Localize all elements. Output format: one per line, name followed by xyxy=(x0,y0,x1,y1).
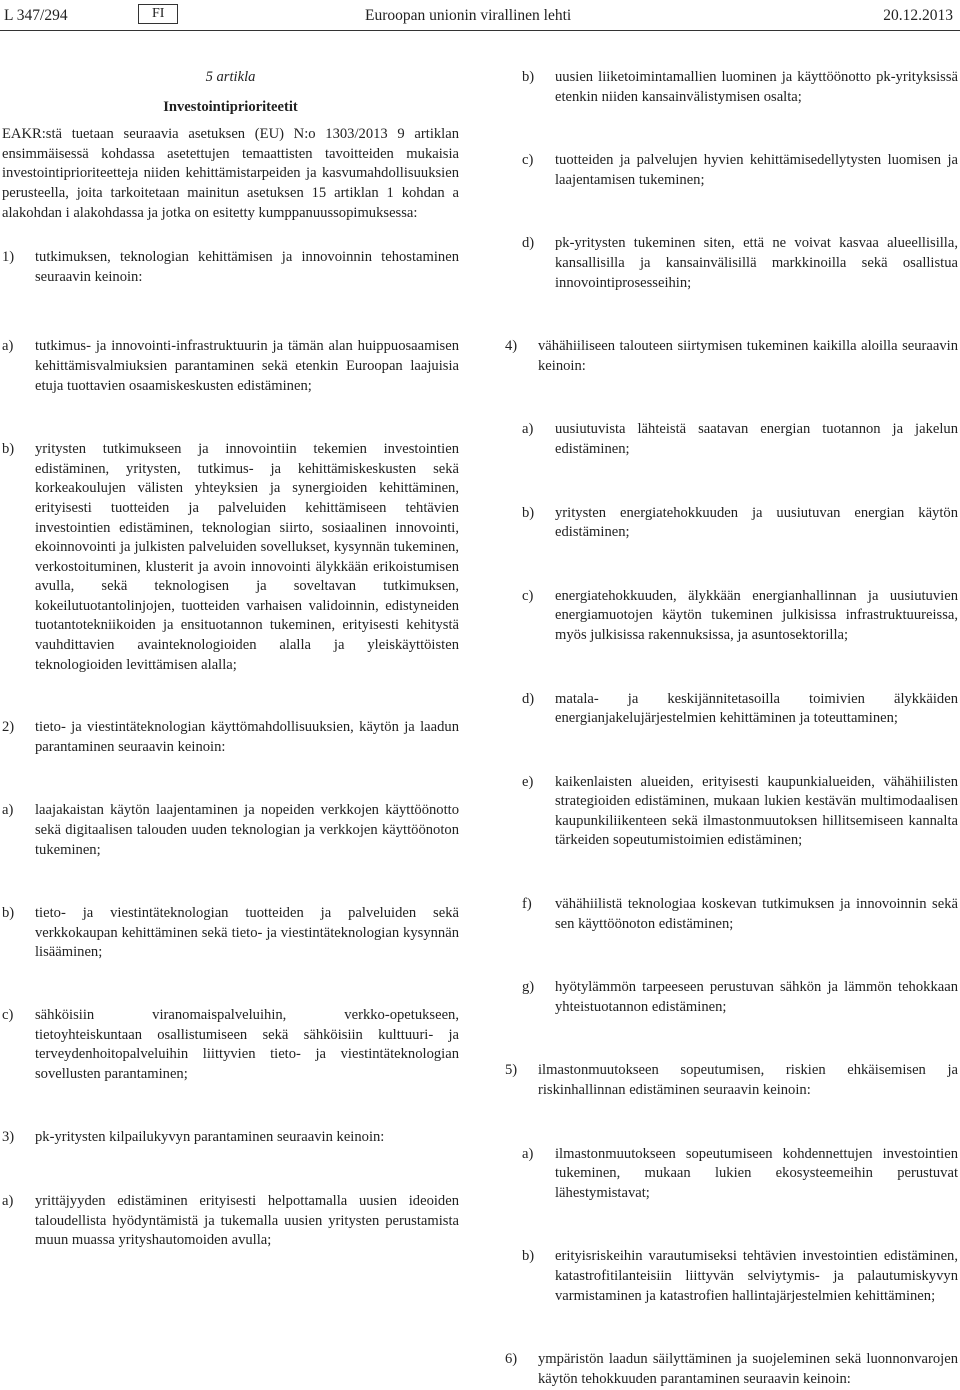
item-text: matala- ja keskijännitetasoilla toimivien älykkäiden energianjakelujärjestelmien kehittäminen ja toteuttaminen; xyxy=(555,690,958,727)
article-intro: EAKR:stä tuetaan seuraavia asetuksen (EU) N:o 1303/2013 9 artiklan ensimmäisessä kohdassa asetettujen temaattisten tavoitteiden mukaisia investointiprioriteetteja niiden kehittämistarpeiden ja kasvumahdollisuuksien perusteella, joita tarkoitetaan mainitun asetuksen 15 artiklan 1 kohdan a alakohdan i alakohdassa ja jotka on esitetty kumppanuussopimuksessa: xyxy=(2,126,459,221)
item-label: a) xyxy=(2,802,14,819)
item-text: uusien liiketoimintamallien luominen ja käyttöönotto pk-yrityksissä etenkin niiden kansainvälistymisen osalta; xyxy=(555,69,958,105)
item-text: tieto- ja viestintäteknologian tuotteiden ja palveluiden sekä verkkokaupan kehittäminen sekä tieto- ja viestintäteknologian kysynnän lisääminen; xyxy=(35,905,459,961)
list-item xyxy=(2,1192,459,1251)
item-text: yrittäjyyden edistäminen erityisesti helpottamalla uusien ideoiden taloudellista hyödyntämistä ja tukemalla uusien yritysten perustamista muun muassa yrityshautomoiden avulla; xyxy=(35,1192,459,1249)
item-text: ympäristön laadun säilyttäminen ja suojeleminen sekä luonnonvarojen käytön tehokkuuden parantaminen seuraavin keinoin: xyxy=(538,1351,958,1387)
item-label: g) xyxy=(522,979,535,996)
list-item xyxy=(505,234,958,293)
item-text: kaikenlaisten alueiden, erityisesti kaupunkialueiden, vähähiilisten strategioiden edistäminen, mukaan lukien kestävän multimodaalisen kaupunkiliikenteen sekä ilmastonmuutoksen hillitsemiseen kannalta tärkeiden sopeutumistoimien edistäminen; xyxy=(555,773,958,849)
item-label: c) xyxy=(522,152,534,169)
list-item xyxy=(505,504,958,543)
item-text: tutkimuksen, teknologian kehittämisen ja innovoinnin tehostaminen seuraavin keinoin: xyxy=(35,249,459,285)
list-item xyxy=(505,420,958,459)
list-item xyxy=(505,337,958,376)
list-item xyxy=(2,337,459,396)
item-text: yritysten energiatehokkuuden ja uusiutuvan energian käytön edistäminen; xyxy=(555,504,958,541)
item-label: f) xyxy=(522,896,532,913)
item-text: laajakaistan käytön laajentaminen ja nopeiden verkkojen käyttöönotto sekä digitaalisen talouden uuden teknologian ja verkkojen käyttöönoton tukeminen; xyxy=(35,802,459,858)
list-item xyxy=(2,904,459,963)
list-item xyxy=(505,895,958,934)
item-text: energiatehokkuuden, älykkään energianhallinnan ja uusiutuvien energiamuotojen käytön tukeminen julkisissa infrastruktuureissa, myös julkisissa rakennuksissa, ja asuntosektorilla; xyxy=(555,587,958,643)
item-label: a) xyxy=(2,1192,14,1209)
list-item xyxy=(505,587,958,646)
item-label: 1) xyxy=(2,249,15,266)
item-label: 6) xyxy=(505,1351,518,1368)
item-text: hyötylämmön tarpeeseen perustuvan sähkön ja lämmön tehokkaan yhteistuotannon edistäminen; xyxy=(555,979,958,1015)
list-item xyxy=(505,1061,958,1100)
article-title: Investointiprioriteetit xyxy=(163,98,298,115)
journal-title: Euroopan unionin virallinen lehti xyxy=(365,7,572,24)
list-item xyxy=(505,1247,958,1306)
item-label: d) xyxy=(522,235,535,252)
item-label: b) xyxy=(522,504,535,521)
item-label: b) xyxy=(522,1248,535,1265)
list-item xyxy=(505,773,958,851)
item-text: yritysten tutkimukseen ja innovointiin tekemien investointien edistäminen, yritysten, tutkimus- ja kehittämiskeskusten sekä korkeakoulujen välisten yhteyksien ja synergioiden kehittäminen, erityisesti tuotteiden ja palveluiden kehittämiseen tehtävien investointien edistäminen, teknologian siirto, sosiaalinen innovointi, ekoinnovointi ja julkisten palveluiden sovellukset, kysynnän tukeminen, verkostoituminen, klusterit ja avoin innovointi älykkään erikoistumisen avulla, sekä teknologisen ja soveltavan tutkimuksen, kokeilutuotantolinjojen, tuotteiden varhaisen validoinnin, edistyneiden tuotantotekniikoiden ja ensituotannon tukeminen, erityisesti kehitystä vauhdittavien avainteknologioiden alalla ja yleiskäyttöisten teknologioiden levittämisen alalla; xyxy=(35,441,459,673)
right-column xyxy=(505,68,958,1389)
item-text: ilmastonmuutokseen sopeutumiseen kohdennettujen investointien tukeminen, mukaan lukien ekosysteemeihin perustuvat lähestymistavat; xyxy=(555,1145,958,1201)
list-item xyxy=(2,248,459,287)
list-item xyxy=(2,440,459,675)
item-label: b) xyxy=(2,441,15,458)
item-label: a) xyxy=(2,338,14,355)
item-label: b) xyxy=(522,69,535,85)
list-item xyxy=(505,151,958,190)
list-item xyxy=(2,718,459,757)
item-text: pk-yritysten tukeminen siten, että ne voivat kasvaa alueellisilla, kansallisilla ja kansainvälisillä markkinoilla sekä osallistua innovointiprosesseihin; xyxy=(555,235,958,291)
item-text: uusiutuvista lähteistä saatavan energian tuotannon ja jakelun edistäminen; xyxy=(555,421,958,457)
article-number: 5 artikla xyxy=(205,69,256,85)
journal-series: L 347/294 xyxy=(4,7,68,24)
language-badge: FI xyxy=(138,4,178,24)
item-label: c) xyxy=(522,587,534,604)
item-text: ilmastonmuutokseen sopeutumisen, riskien ehkäisemisen ja riskinhallinnan edistäminen seuraavin keinoin: xyxy=(538,1062,958,1099)
item-text: tuotteiden ja palvelujen hyvien kehittämisedellytysten luomisen ja laajentamisen tukeminen; xyxy=(555,152,958,188)
item-label: e) xyxy=(522,773,534,790)
list-item xyxy=(2,1006,459,1084)
item-text: vähähiiliseen talouteen siirtymisen tukeminen kaikilla aloilla seuraavin keinoin: xyxy=(538,338,958,374)
item-label: 2) xyxy=(2,719,15,736)
item-label: a) xyxy=(522,1145,534,1162)
list-item xyxy=(2,1128,459,1148)
list-item xyxy=(2,801,459,860)
item-label: a) xyxy=(522,421,534,438)
item-text: tutkimus- ja innovointi-infrastruktuurin ja tämän alan huippuosaamisen kehittämisvalmiuksien parantaminen sekä etenkin Euroopan laajuisia etuja tuottavien osaamiskeskusten edistäminen; xyxy=(35,338,459,394)
item-text: erityisriskeihin varautumiseksi tehtävien investointien edistäminen, katastrofitilanteisiin liittyvän selviytymis- ja palautumiskyvyn varmistaminen ja katastrofien hallintajärjestelmien kehittäminen; xyxy=(555,1248,958,1304)
left-column xyxy=(2,68,459,1251)
list-item xyxy=(505,68,958,107)
page-header xyxy=(0,6,960,28)
list-item xyxy=(505,690,958,729)
list-item xyxy=(505,978,958,1017)
publication-date: 20.12.2013 xyxy=(883,7,953,24)
item-text: tieto- ja viestintäteknologian käyttömahdollisuuksien, käytön ja laadun parantaminen seuraavin keinoin: xyxy=(35,719,459,755)
item-text: pk-yritysten kilpailukyvyn parantaminen seuraavin keinoin: xyxy=(35,1129,385,1146)
item-label: 5) xyxy=(505,1062,518,1079)
item-text: sähköisiin viranomaispalveluihin, verkko-opetukseen, tietoyhteiskuntaan osallistumiseen sekä sähköisiin kulttuuri- ja terveydenhoitopalveluihin liittyvien tieto- ja viestintäteknologian sovellusten parantaminen; xyxy=(35,1007,459,1082)
item-label: c) xyxy=(2,1007,14,1023)
item-label: b) xyxy=(2,905,15,922)
item-text: vähähiilistä teknologiaa koskevan tutkimuksen ja innovoinnin sekä sen käyttöönoton edistäminen; xyxy=(555,896,958,932)
item-label: 4) xyxy=(505,338,518,355)
list-item xyxy=(505,1350,958,1389)
list-item xyxy=(505,1145,958,1204)
header-rule xyxy=(0,30,960,31)
item-label: d) xyxy=(522,690,535,707)
item-label: 3) xyxy=(2,1129,15,1146)
